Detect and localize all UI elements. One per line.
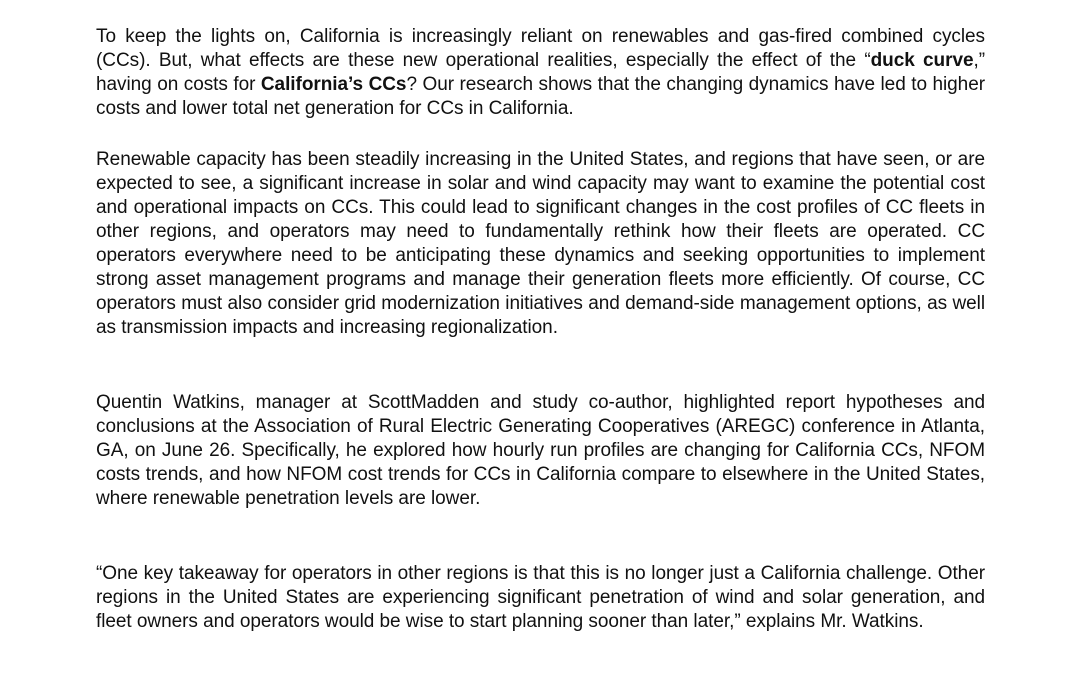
paragraph-text: ,” having on costs for [96,50,985,95]
paragraph-duck-curve [96,25,985,121]
paragraph-renewable-capacity: Renewable capacity has been steadily increasing in the United States, and regions that have seen, or are expected to see, a significant increase in solar and wind capacity may want to examine the potential cost and operational impacts on CCs. This could lead to significant changes in the cost profiles of CC fleets in other regions, and operators may need to fundamentally rethink how their fleets are operated. CC operators everywhere need to be anticipating these dynamics and seeking opportunities to implement strong asset management programs and manage their generation fleets more efficiently. Of course, CC operators must also consider grid modernization initiatives and demand-side management options, as well as transmission impacts and increasing regionalization. [96,149,985,338]
duck-curve-link[interactable]: duck curve [870,50,974,71]
paragraph-quentin-watkins: Quentin Watkins, manager at ScottMadden and study co-author, highlighted report hypotheses and conclusions at the Association of Rural Electric Generating Cooperatives (AREGC) conference in Atlanta, GA, on June 26. Specifically, he explored how hourly run profiles are changing for California CCs, NFOM costs trends, and how NFOM cost trends for CCs in California compare to elsewhere in the United States, where renewable penetration levels are lower. [96,392,985,509]
paragraph-text: To keep the lights on, California is increasingly reliant on renewables and gas-fired combined cycles (CCs). But, what effects are these new operational realities, especially the effect of the “ [96,26,985,71]
california-ccs-link[interactable]: California’s CCs [260,74,407,95]
document-page [96,0,985,675]
paragraph-text: ? Our research shows that the changing dynamics have led to higher costs and lower total net generation for CCs in California. [96,74,985,119]
paragraph-key-takeaway: “One key takeaway for operators in other regions is that this is no longer just a California challenge. Other regions in the United States are experiencing significant penetration of wind and solar generation, and fleet owners and operators would be wise to start planning sooner than later,” explains Mr. Watkins. [96,563,985,632]
